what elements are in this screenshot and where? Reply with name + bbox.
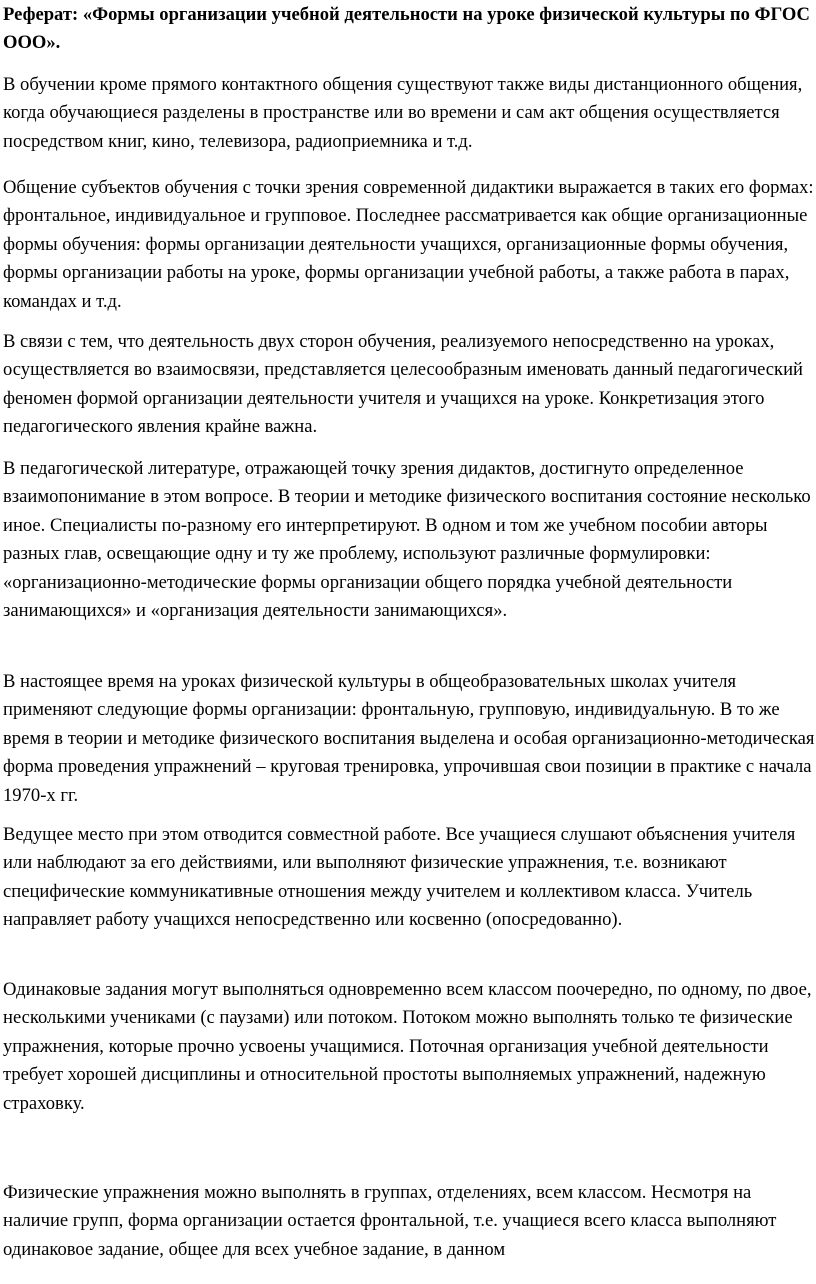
document-title: Реферат: «Формы организации учебной деятельности на уроке физической культуры по ФГОС ООО». [3,4,810,54]
paragraph: В педагогической литературе, отражающей точку зрения дидактов, достигнуто определенное взаимопонимание в этом вопросе. В теории и методике физического воспитания состояние несколько иное. Специалисты по-разному его интерпретируют. В одном и том же учебном пособии авторы разных глав, освещающие одну и ту же проблему, используют различные формулировки: «организационно-методические формы организации общего порядка учебной деятельности занимающихся» и «организация деятельности занимающихся». [3,458,811,622]
paragraph: Физические упражнения можно выполнять в группах, отделениях, всем классом. Несмотря на наличие групп, форма организации остается фронтальной, т.е. учащиеся всего класса выполняют одинаковое задание, общее для всех учебное задание, в данном [3,1182,777,1260]
paragraph: В связи с тем, что деятельность двух сторон обучения, реализуемого непосредственно на уроках, осуществляется во взаимосвязи, представляется целесообразным именовать данный педагогический феномен формой организации деятельности учителя и учащихся на уроке. Конкретизация этого педагогического явления крайне важна. [3,331,803,438]
paragraph: Ведущее место при этом отводится совместной работе. Все учащиеся слушают объяснения учителя или наблюдают за его действиями, или выполняют физические упражнения, т.е. возникают специфические коммуникативные отношения между учителем и коллективом класса. Учитель направляет работу учащихся непосредственно или косвенно (опосредованно). [3,824,796,931]
paragraph: В настоящее время на уроках физической культуры в общеобразовательных школах учителя применяют следующие формы организации: фронтальную, групповую, индивидуальную. В то же время в теории и методике физического воспитания выделена и особая организационно-методическая форма проведения упражнений – круговая тренировка, упрочившая свои позиции в практике с начала 1970-х гг. [3,671,815,806]
paragraph: Общение субъектов обучения с точки зрения современной дидактики выражается в таких его формах: фронтальное, индивидуальное и групповое. Последнее рассматривается как общие организационные формы обучения: формы организации деятельности учащихся, организационные формы обучения, формы организации работы на уроке, формы организации учебной работы, а также работа в парах, командах и т.д. [3,177,814,312]
paragraph: В обучении кроме прямого контактного общения существуют также виды дистанционного общения, когда обучающиеся разделены в пространстве или во времени и сам акт общения осуществляется посредством книг, кино, телевизора, радиоприемника и т.д. [3,74,803,152]
paragraph: Одинаковые задания могут выполняться одновременно всем классом поочередно, по одному, по двое, несколькими учениками (с паузами) или потоком. Потоком можно выполнять только те физические упражнения, которые прочно усвоены учащимися. Поточная организация учебной деятельности требует хорошей дисциплины и относительной простоты выполняемых упражнений, надежную страховку. [3,979,812,1114]
